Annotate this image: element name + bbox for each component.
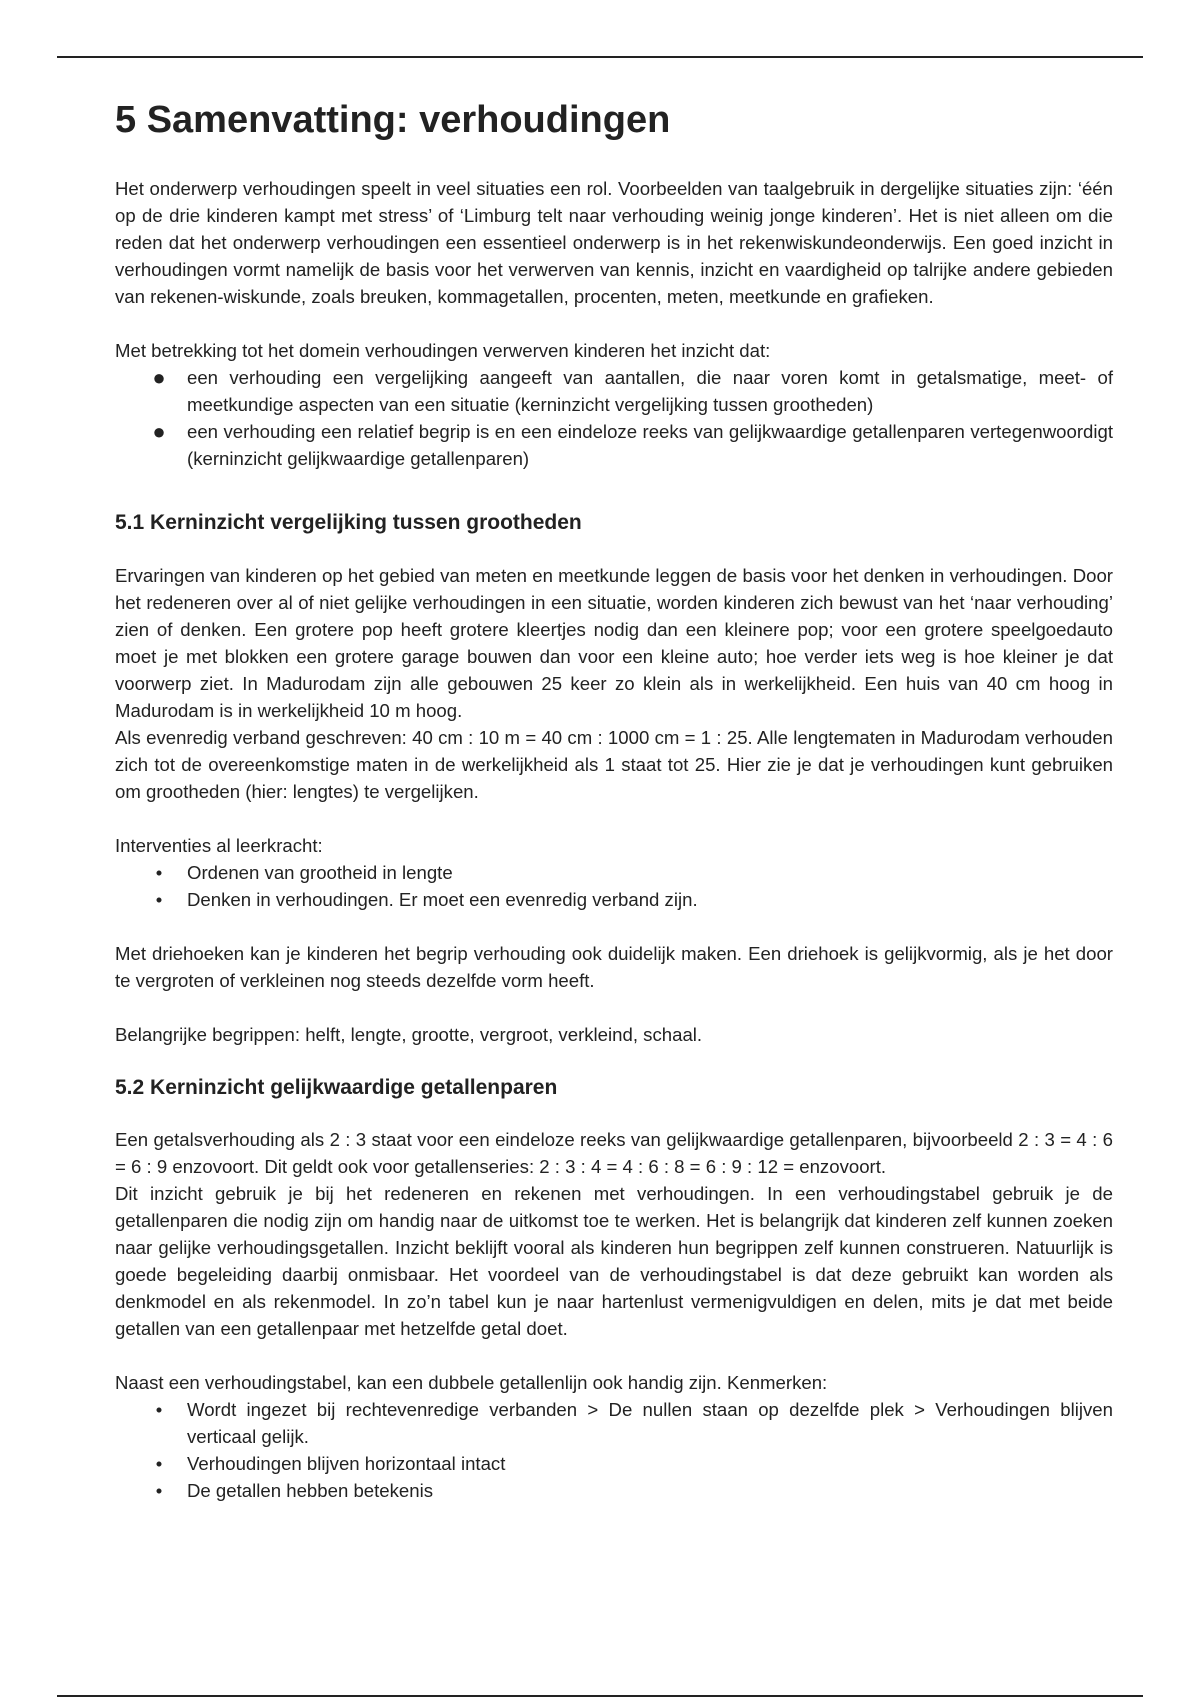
bullet-icon: ● xyxy=(152,419,166,445)
features-list xyxy=(115,1396,1113,1504)
bullet-icon: • xyxy=(155,861,163,883)
bullet-icon: • xyxy=(155,1479,163,1501)
bullet-icon: • xyxy=(155,1452,163,1474)
list-item: • Denken in verhoudingen. Er moet een evenredig verband zijn. xyxy=(115,886,1113,913)
section2-paragraph: Dit inzicht gebruik je bij het redeneren en rekenen met verhoudingen. In een verhoudingstabel gebruik je de getallenparen die nodig zijn om handig naar de uitkomst toe te werken. Het is belangrijk dat kinderen zelf kunnen zoeken naar gelijke verhoudingsgetallen. Inzicht beklijft vooral als kinderen hun begrippen zelf kunnen construeren. Natuurlijk is goede begeleiding daarbij onmisbaar. Het voordeel van de verhoudingstabel is dat deze gebruikt kan worden als denkmodel en als rekenmodel. In zo’n tabel kun je naar hartenlust vermenigvuldigen en delen, mits je dat met beide getallen van een getallenpaar met hetzelfde getal doet. xyxy=(115,1182,1113,1339)
section2-paragraph: Een getalsverhouding als 2 : 3 staat voor een eindeloze reeks van gelijkwaardige getallenparen, bijvoorbeeld 2 : 3 = 4 : 6 = 6 : 9 enzovoort. Dit geldt ook voor getallenseries: 2 : 3 : 4 = 4 : 6 : 8 = 6 : 9 : 12 = enzovoort. xyxy=(115,1128,1113,1177)
section1-paragraph: Met driehoeken kan je kinderen het begrip verhouding ook duidelijk maken. Een driehoek is gelijkvormig, als je het door te vergroten of verkleinen nog steeds dezelfde vorm heeft. xyxy=(115,942,1113,991)
page-title: 5 Samenvatting: verhoudingen xyxy=(115,99,671,141)
list-item: • Verhoudingen blijven horizontaal intact xyxy=(115,1450,1113,1477)
list-item: • Ordenen van grootheid in lengte xyxy=(115,859,1113,886)
intro-paragraph: Het onderwerp verhoudingen speelt in veel situaties een rol. Voorbeelden van taalgebruik in dergelijke situaties zijn: ‘één op de drie kinderen kampt met stress’ of ‘Limburg telt naar verhouding weinig jonge kinderen’. Het is niet alleen om die reden dat het onderwerp verhoudingen een essentieel onderwerp is in het rekenwiskundeonderwijs. Een goed inzicht in verhoudingen vormt namelijk de basis voor het verwerven van kennis, inzicht en vaardigheid op talrijke andere gebieden van rekenen-wiskunde, zoals breuken, kommagetallen, procenten, meten, meetkunde en grafieken. xyxy=(115,178,1113,308)
list-item: ● een verhouding een vergelijking aangeeft van aantallen, die naar voren komt in getalsmatige, meet- of meetkundige aspecten van een situatie (kerninzicht vergelijking tussen grootheden) xyxy=(115,364,1113,418)
section1-paragraph: Ervaringen van kinderen op het gebied van meten en meetkunde leggen de basis voor het denken in verhoudingen. Door het redeneren over al of niet gelijke verhoudingen in een situatie, worden kinderen zich bewust van het ‘naar verhouding’ zien of denken. Een grotere pop heeft grotere kleertjes nodig dan een kleinere pop; voor een grotere speelgoedauto moet je met blokken een grotere garage bouwen dan voor een kleine auto; hoe verder iets weg is hoe kleiner je dat voorwerp ziet. In Madurodam zijn alle gebouwen 25 keer zo klein als in werkelijkheid. Een huis van 40 cm hoog in Madurodam is in werkelijkheid 10 m hoog. xyxy=(115,564,1113,721)
bullet-icon: ● xyxy=(152,365,166,391)
section2-paragraph: Naast een verhoudingstabel, kan een dubbele getallenlijn ook handig zijn. Kenmerken: xyxy=(115,1371,828,1393)
section-heading-5-2: 5.2 Kerninzicht gelijkwaardige getallenparen xyxy=(115,1075,558,1099)
key-concepts: Belangrijke begrippen: helft, lengte, grootte, vergroot, verkleind, schaal. xyxy=(115,1023,703,1045)
list-item: ● een verhouding een relatief begrip is en een eindeloze reeks van gelijkwaardige getallenparen vertegenwoordigt (kerninzicht gelijkwaardige getallenparen) xyxy=(115,418,1113,472)
bottom-rule xyxy=(57,1695,1143,1697)
list-item: • Wordt ingezet bij rechtevenredige verbanden > De nullen staan op dezelfde plek > Verhoudingen blijven verticaal gelijk. xyxy=(115,1396,1113,1450)
top-rule xyxy=(57,56,1143,58)
section1-paragraph: Als evenredig verband geschreven: 40 cm : 10 m = 40 cm : 1000 cm = 1 : 25. Alle lengtematen in Madurodam verhouden zich tot de overeenkomstige maten in de werkelijkheid als 1 staat tot 25. Hier zie je dat je verhoudingen kunt gebruiken om grootheden (hier: lengtes) te vergelijken. xyxy=(115,726,1113,802)
section-heading-5-1: 5.1 Kerninzicht vergelijking tussen grootheden xyxy=(115,511,582,535)
interventions-list xyxy=(115,859,1113,913)
list-item: • De getallen hebben betekenis xyxy=(115,1477,1113,1504)
bullet-icon: • xyxy=(155,888,163,910)
intro-lead: Met betrekking tot het domein verhoudingen verwerven kinderen het inzicht dat: xyxy=(115,340,771,362)
document-body xyxy=(115,96,1113,1504)
intro-bullet-list xyxy=(115,364,1113,472)
interventions-label: Interventies al leerkracht: xyxy=(115,834,323,856)
bullet-icon: • xyxy=(155,1398,163,1420)
